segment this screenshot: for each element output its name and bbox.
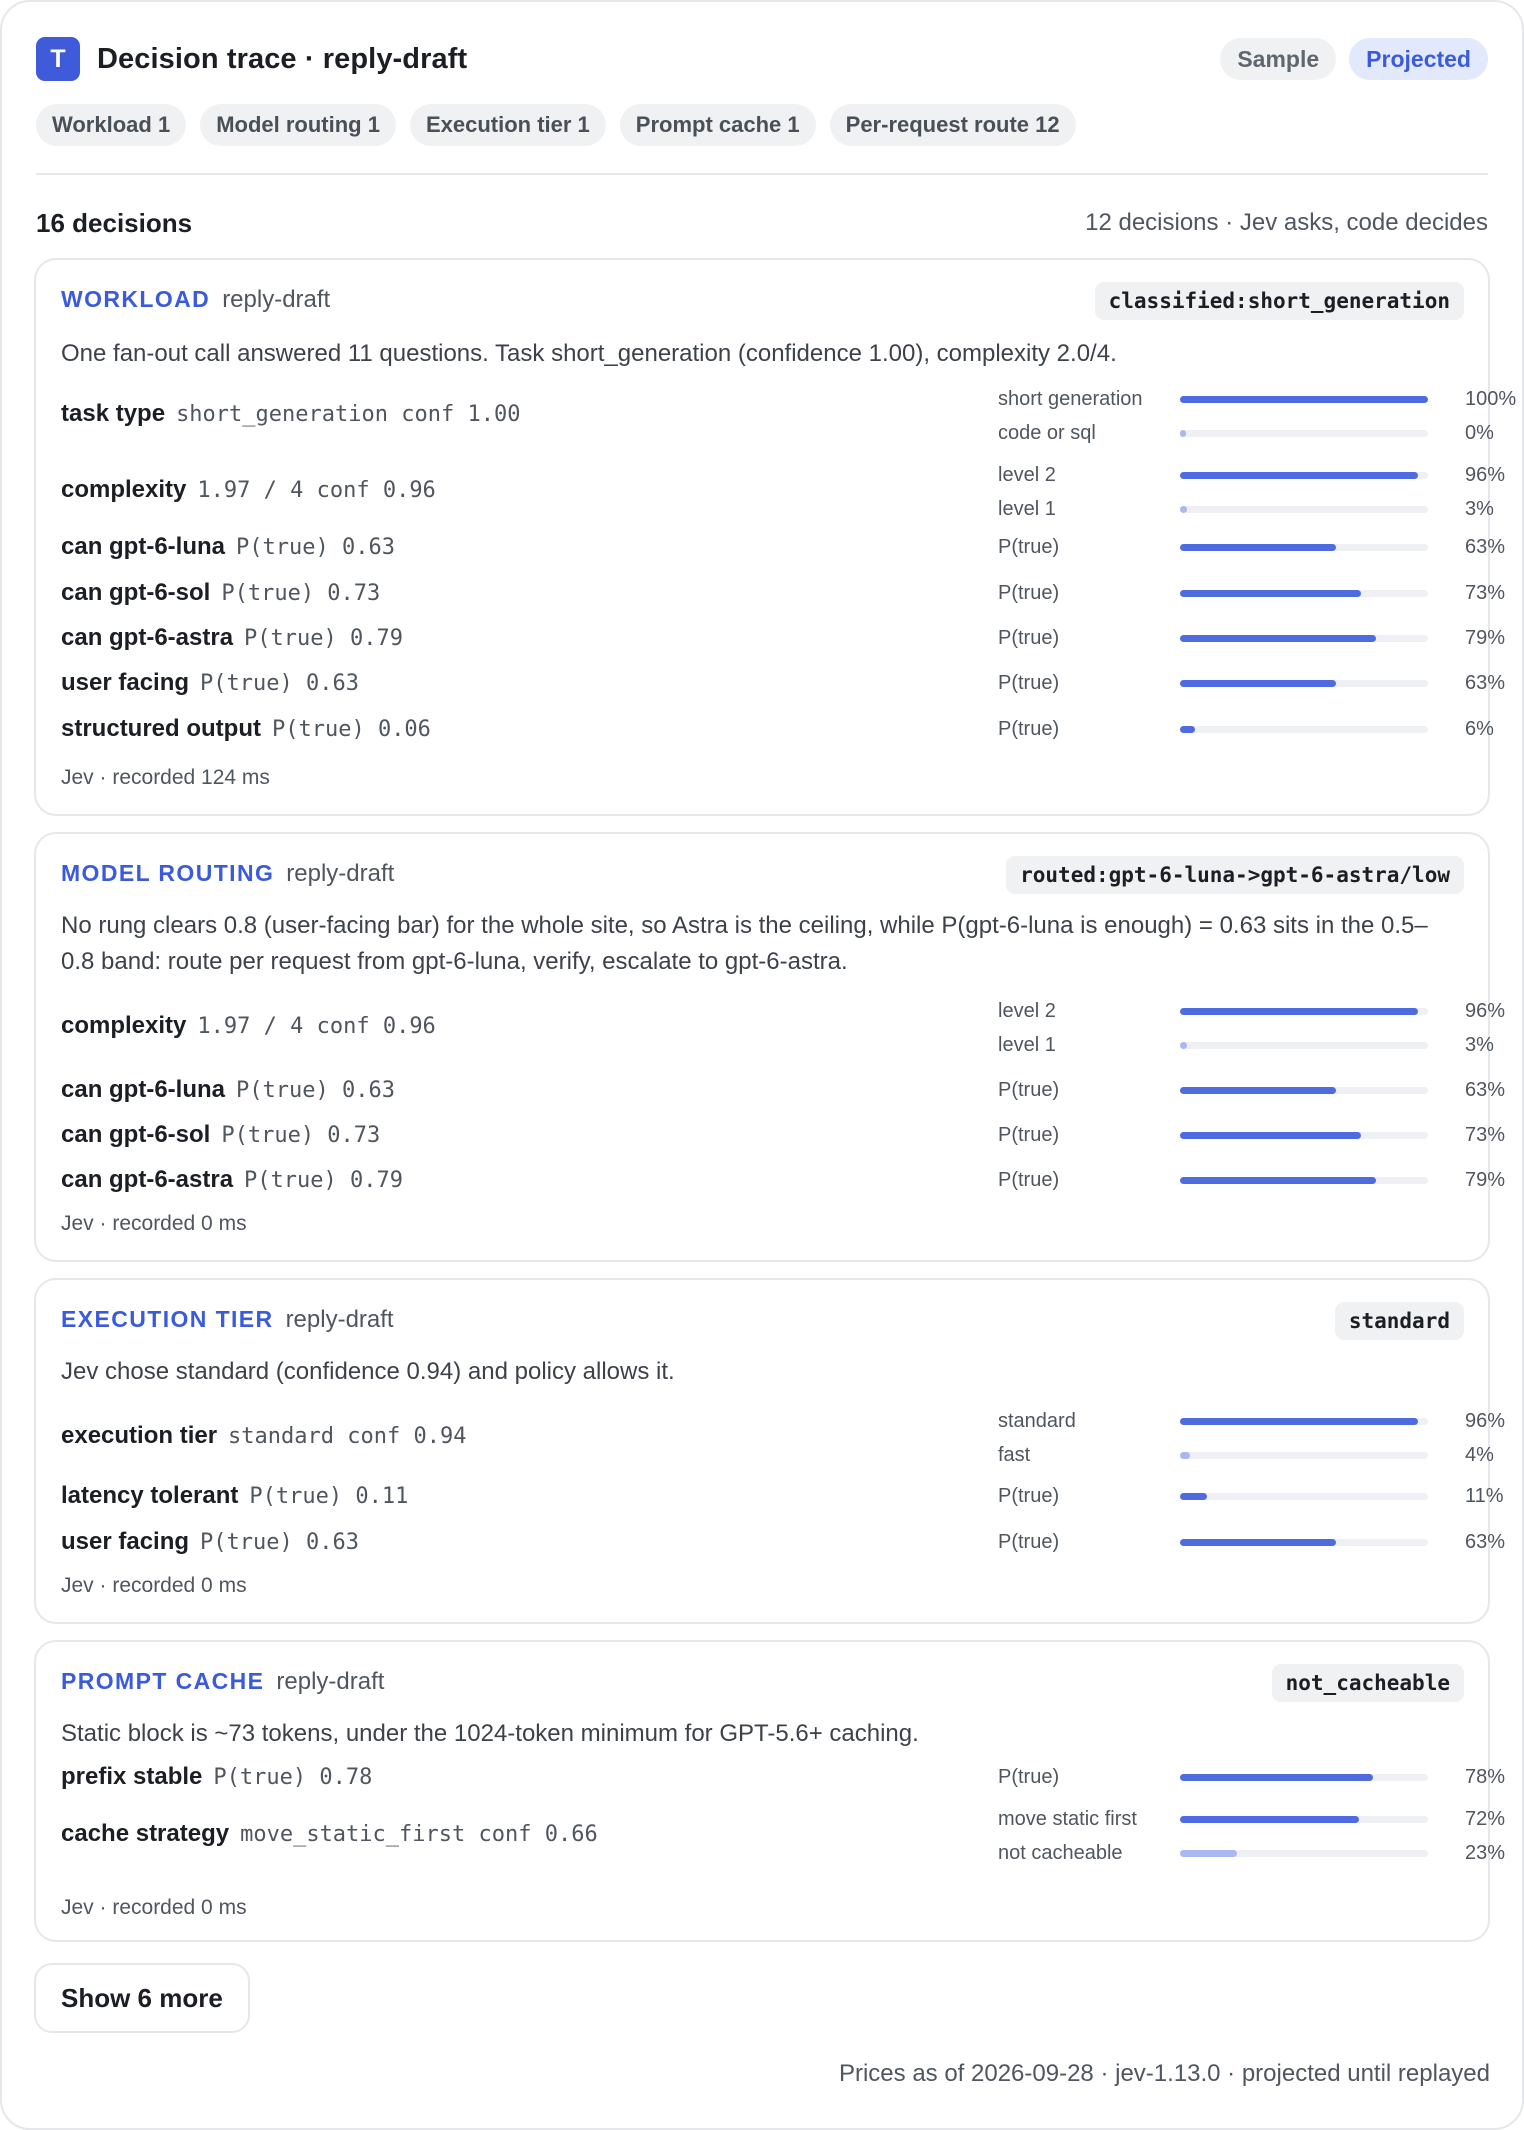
bar-fill: [1180, 396, 1428, 403]
signal-row: [61, 460, 1506, 520]
bar-fill: [1180, 472, 1418, 479]
signal-value: P(true) 0.63: [236, 1077, 395, 1103]
projected-toggle[interactable]: Projected: [1349, 38, 1488, 80]
bar-percent: 73%: [1465, 1124, 1506, 1146]
card-header: [61, 860, 394, 888]
signal-row: [61, 996, 1506, 1056]
probability-bar: [998, 494, 1492, 524]
bar-track: [1180, 1774, 1428, 1781]
bar-percent: 0%: [1465, 422, 1494, 444]
signal-row: [61, 1804, 1506, 1864]
bar-label: fast: [998, 1444, 1031, 1466]
bar-label: P(true): [998, 582, 1060, 604]
bar-track: [1180, 544, 1428, 551]
signal-name: can gpt-6-sol: [61, 579, 211, 606]
bar-percent: 3%: [1465, 498, 1494, 520]
signal-value: P(true) 0.73: [221, 580, 381, 606]
bar-label: standard: [998, 1410, 1076, 1432]
bar-percent: 23%: [1465, 1842, 1506, 1864]
bar-percent: 63%: [1465, 1531, 1506, 1553]
decision-footer: Jev · recorded 0 ms: [61, 1212, 247, 1235]
page-title: Decision trace · reply-draft: [97, 42, 468, 75]
probability-bar: [998, 1762, 1506, 1792]
bar-fill: [1180, 1493, 1207, 1500]
bar-fill: [1180, 1850, 1237, 1857]
bar-percent: 96%: [1465, 464, 1506, 486]
decision-kind: WORKLOAD: [61, 286, 211, 312]
bar-label: level 1: [998, 498, 1056, 520]
signal-name: task type: [61, 400, 166, 427]
signal-row: [61, 578, 1506, 608]
signal-row: [61, 1527, 1506, 1557]
signal-name: user facing: [61, 1528, 190, 1555]
signal-row: [61, 668, 1506, 698]
probability-bar: [998, 578, 1506, 608]
signal-value: P(true) 0.63: [200, 1529, 359, 1555]
decision-target: reply-draft: [285, 1306, 394, 1333]
signal-value: short_generation conf 1.00: [176, 401, 521, 427]
bar-track: [1180, 1042, 1428, 1049]
probability-bar: [998, 418, 1492, 448]
card-header: [61, 1668, 384, 1696]
signal-value: P(true) 0.73: [221, 1122, 381, 1148]
bar-track: [1180, 1850, 1428, 1857]
decision-count: 16 decisions: [36, 207, 193, 238]
bar-percent: 63%: [1465, 1079, 1506, 1101]
show-more-button[interactable]: Show 6 more: [34, 1963, 250, 2033]
bar-label: P(true): [998, 672, 1060, 694]
probability-bar: [998, 1440, 1492, 1470]
signal-value: standard conf 0.94: [228, 1423, 467, 1449]
signal-name: complexity: [61, 1012, 187, 1039]
bar-track: [1180, 680, 1428, 687]
signal-row: [61, 1165, 1506, 1195]
decision-card-prompt-cache: [34, 1640, 1506, 1942]
bar-label: short generation: [998, 388, 1143, 410]
signal-value: P(true) 0.63: [236, 534, 395, 560]
probability-bar: [998, 1406, 1506, 1436]
probability-bar: [998, 1838, 1506, 1868]
signal-value: P(true) 0.06: [271, 716, 431, 742]
decision-kind: PROMPT CACHE: [61, 1668, 265, 1694]
bar-track: [1180, 726, 1428, 733]
signal-name: execution tier: [61, 1422, 218, 1449]
signal-row: [61, 532, 1506, 562]
card-header: [61, 1306, 394, 1334]
bar-track: [1180, 1539, 1428, 1546]
decision-target: reply-draft: [286, 860, 395, 887]
bar-label: P(true): [998, 1766, 1060, 1788]
bar-percent: 78%: [1465, 1766, 1506, 1788]
bar-percent: 63%: [1465, 536, 1506, 558]
signal-row: [61, 623, 1506, 653]
signal-value: 1.97 / 4 conf 0.96: [197, 477, 436, 503]
footer-note: Prices as of 2026-09-28 · jev-1.13.0 · projected until replayed: [838, 2060, 1490, 2087]
bar-label: move static first: [998, 1808, 1137, 1830]
bar-fill: [1180, 1132, 1361, 1139]
bar-label: level 1: [998, 1034, 1056, 1056]
probability-bar: [998, 532, 1506, 562]
bar-track: [1180, 1087, 1428, 1094]
bar-fill: [1180, 680, 1336, 687]
bar-fill: [1180, 1452, 1190, 1459]
bar-fill: [1180, 1539, 1336, 1546]
bar-label: P(true): [998, 718, 1060, 740]
decision-outcome-tag: not_cacheable: [1272, 1664, 1464, 1702]
decision-description: No rung clears 0.8 (user-facing bar) for the whole site, so Astra is the ceiling, while P(gpt-6-luna is enough) = 0.63 sits in the 0.5–0.8 band: route per request from gpt-6-luna, verify, escalate to gpt-6-astra.: [61, 912, 1428, 975]
bar-track: [1180, 506, 1428, 513]
probability-bar: [998, 1075, 1506, 1105]
decision-footer: Jev · recorded 124 ms: [61, 766, 270, 789]
signal-value: P(true) 0.63: [200, 670, 359, 696]
decision-outcome-tag: standard: [1335, 1302, 1464, 1340]
probability-bar: [998, 714, 1492, 744]
bar-fill: [1180, 506, 1187, 513]
card-header: [61, 286, 330, 314]
decision-card-execution-tier: [34, 1278, 1506, 1624]
chip-workload[interactable]: Workload 1: [36, 104, 186, 146]
bar-fill: [1180, 726, 1195, 733]
signal-name: can gpt-6-luna: [61, 533, 226, 560]
bar-label: P(true): [998, 536, 1060, 558]
panel-header: [36, 36, 1488, 82]
bar-track: [1180, 396, 1428, 403]
signal-name: structured output: [61, 715, 261, 742]
signal-value: P(true) 0.79: [244, 625, 403, 651]
decision-kind: EXECUTION TIER: [61, 1306, 274, 1332]
bar-track: [1180, 430, 1428, 437]
signal-value: P(true) 0.11: [249, 1483, 409, 1509]
signal-name: complexity: [61, 476, 187, 503]
decision-footer: Jev · recorded 0 ms: [61, 1574, 247, 1597]
probability-bar: [998, 1527, 1506, 1557]
signal-value: move_static_first conf 0.66: [240, 1821, 598, 1847]
bar-track: [1180, 1452, 1428, 1459]
bar-fill: [1180, 1008, 1418, 1015]
decision-outcome-tag: routed:gpt-6-luna->gpt-6-astra/low: [1006, 856, 1464, 894]
bar-track: [1180, 1816, 1428, 1823]
bar-fill: [1180, 430, 1186, 437]
header-divider: [36, 173, 1488, 175]
decision-card-workload: [34, 258, 1517, 816]
signal-value: P(true) 0.79: [244, 1167, 403, 1193]
bar-percent: 96%: [1465, 1410, 1506, 1432]
bar-fill: [1180, 635, 1376, 642]
signal-name: latency tolerant: [61, 1482, 239, 1509]
decision-subtitle: 12 decisions · Jev asks, code decides: [1085, 209, 1488, 236]
sample-toggle[interactable]: Sample: [1220, 38, 1336, 80]
signal-row: [61, 384, 1517, 444]
bar-fill: [1180, 1418, 1418, 1425]
signal-name: prefix stable: [61, 1763, 203, 1790]
decision-filter-chips: [36, 104, 1488, 146]
bar-percent: 100%: [1465, 388, 1517, 410]
signal-row: [61, 1120, 1506, 1150]
bar-fill: [1180, 1816, 1359, 1823]
chip-model-routing[interactable]: Model routing 1: [200, 104, 396, 146]
probability-bar: [998, 384, 1517, 414]
bar-fill: [1180, 590, 1361, 597]
bar-label: level 2: [998, 1000, 1056, 1022]
bar-percent: 3%: [1465, 1034, 1494, 1056]
decision-target: reply-draft: [276, 1668, 385, 1695]
decision-target: reply-draft: [222, 286, 331, 313]
signal-name: can gpt-6-astra: [61, 1166, 234, 1193]
bar-track: [1180, 1177, 1428, 1184]
bar-track: [1180, 1493, 1428, 1500]
summary-row: [36, 203, 1488, 243]
signal-value: 1.97 / 4 conf 0.96: [197, 1013, 436, 1039]
bar-percent: 63%: [1465, 672, 1506, 694]
probability-bar: [998, 668, 1506, 698]
bar-percent: 72%: [1465, 1808, 1506, 1830]
probability-bar: [998, 996, 1506, 1026]
chip-per-request-route[interactable]: Per-request route 12: [830, 104, 1076, 146]
bar-track: [1180, 635, 1428, 642]
bar-label: code or sql: [998, 422, 1096, 444]
bar-percent: 6%: [1465, 718, 1494, 740]
signal-row: [61, 714, 1494, 744]
bar-fill: [1180, 1774, 1373, 1781]
probability-bar: [998, 1481, 1504, 1511]
bar-percent: 11%: [1465, 1485, 1504, 1507]
bar-fill: [1180, 1177, 1376, 1184]
decision-kind: MODEL ROUTING: [61, 860, 275, 886]
signal-name: can gpt-6-astra: [61, 624, 234, 651]
bar-fill: [1180, 544, 1336, 551]
bar-label: level 2: [998, 464, 1056, 486]
bar-percent: 79%: [1465, 627, 1506, 649]
probability-bar: [998, 1165, 1506, 1195]
signal-name: can gpt-6-luna: [61, 1076, 226, 1103]
bar-label: P(true): [998, 1485, 1060, 1507]
signal-row: [61, 1406, 1506, 1466]
probability-bar: [998, 623, 1506, 653]
signal-row: [61, 1762, 1506, 1792]
bar-label: P(true): [998, 1124, 1060, 1146]
bar-percent: 79%: [1465, 1169, 1506, 1191]
probability-bar: [998, 1030, 1492, 1060]
bar-label: P(true): [998, 1079, 1060, 1101]
bar-track: [1180, 472, 1428, 479]
bar-fill: [1180, 1087, 1336, 1094]
decision-card-model-routing: [34, 832, 1506, 1262]
decision-footer: Jev · recorded 0 ms: [61, 1896, 247, 1919]
bar-label: not cacheable: [998, 1842, 1123, 1864]
bar-fill: [1180, 1042, 1187, 1049]
chip-prompt-cache[interactable]: Prompt cache 1: [620, 104, 816, 146]
bar-track: [1180, 1008, 1428, 1015]
probability-bar: [998, 460, 1506, 490]
bar-label: P(true): [998, 1531, 1060, 1553]
decision-description: Jev chose standard (confidence 0.94) and policy allows it.: [61, 1358, 675, 1385]
decision-description: One fan-out call answered 11 questions. Task short_generation (confidence 1.00), complexity 2.0/4.: [61, 340, 1117, 367]
bar-percent: 96%: [1465, 1000, 1506, 1022]
app-logo: T: [36, 37, 80, 81]
signal-name: user facing: [61, 669, 190, 696]
decision-description: Static block is ~73 tokens, under the 1024-token minimum for GPT-5.6+ caching.: [61, 1720, 919, 1747]
signal-row: [61, 1075, 1506, 1105]
signal-row: [61, 1481, 1504, 1511]
signal-name: can gpt-6-sol: [61, 1121, 211, 1148]
bar-track: [1180, 1418, 1428, 1425]
signal-value: P(true) 0.78: [213, 1764, 373, 1790]
chip-execution-tier[interactable]: Execution tier 1: [410, 104, 606, 146]
bar-track: [1180, 1132, 1428, 1139]
bar-track: [1180, 590, 1428, 597]
probability-bar: [998, 1120, 1506, 1150]
probability-bar: [998, 1804, 1506, 1834]
bar-label: P(true): [998, 1169, 1060, 1191]
bar-percent: 73%: [1465, 582, 1506, 604]
bar-label: P(true): [998, 627, 1060, 649]
bar-percent: 4%: [1465, 1444, 1494, 1466]
signal-name: cache strategy: [61, 1820, 230, 1847]
decision-outcome-tag: classified:short_generation: [1095, 282, 1464, 320]
